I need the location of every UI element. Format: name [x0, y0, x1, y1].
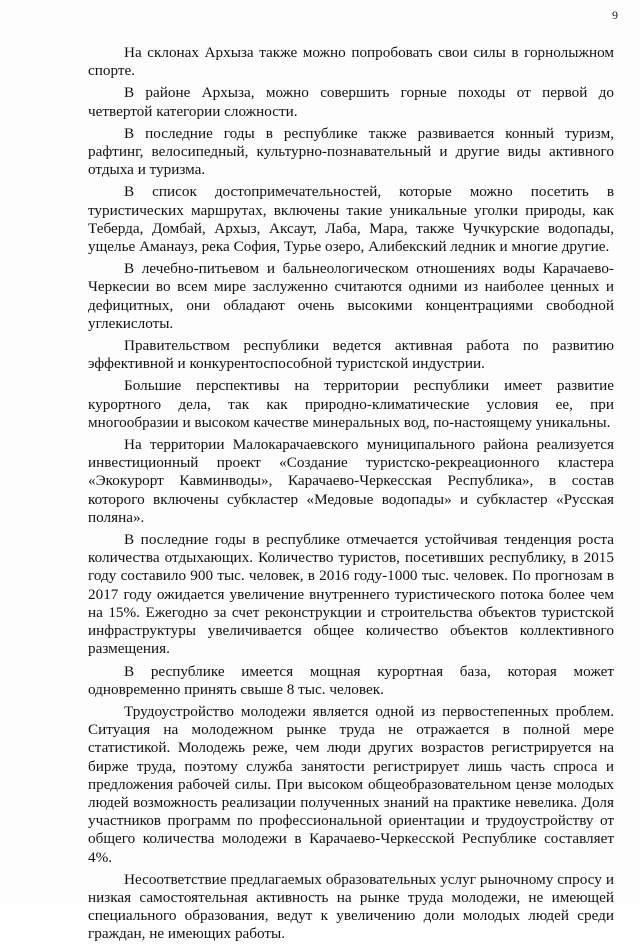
page-number: 9: [612, 8, 618, 22]
paragraph: Большие перспективы на территории республики имеет развитие курортного дела, так как природно-климатические условия ее, при многообразии и высоком качестве минеральных вод, по-настоящему уникальны.: [88, 377, 614, 431]
paragraph: В последние годы в республике также развивается конный туризм, рафтинг, велосипедный, культурно-познавательный и другие виды активного отдыха и туризма.: [88, 124, 614, 179]
paragraph: На территории Малокарачаевского муниципального района реализуется инвестиционный проект «Создание туристско-рекреационного кластера «Экокурорт Кавминводы», Карачаево-Черкесская Республика», в состав которого включены субкластер «Медовые водопады» и субкластер «Русская поляна».: [88, 436, 614, 526]
paragraph: Трудоустройство молодежи является одной из первостепенных проблем. Ситуация на молодежном рынке труда не отражается в полной мере статистикой. Молодежь реже, чем люди других возрастов регистрируется на бирже труда, поэтому служба занятости регистрирует лишь часть спроса и предложения рабочей силы. При высоком общеобразовательном цензе молодых людей возможность реализации полученных знаний на практике невелика. Доля участников программ по профессиональной ориентации и трудоустройству от общего количества молодежи в Карачаево-Черкесской Республике составляет 4%.: [88, 702, 614, 866]
paragraph: Несоответствие предлагаемых образовательных услуг рыночному спросу и низкая самостоятельная активность на рынке труда молодежи, не имеющей специального образования, ведут к увеличению доли молодых людей среди граждан, не имеющих работы.: [88, 870, 614, 943]
paragraph: В республике имеется мощная курортная база, которая может одновременно принять свыше 8 тыс. человек.: [88, 662, 614, 698]
paragraph: На склонах Архыза также можно попробовать свои силы в горнолыжном спорте.: [88, 44, 614, 80]
document-body: [88, 44, 614, 948]
paragraph: Правительством республики ведется активная работа по развитию эффективной и конкурентоспособной туристской индустрии.: [88, 337, 614, 373]
paragraph: В список достопримечательностей, которые можно посетить в туристических маршрутах, включены такие уникальные уголки природы, как Теберда, Домбай, Архыз, Аксаут, Лаба, Мара, также Чучкурские водопады, ущелье Аманауз, река София, Турье озеро, Алибекский ледник и многие другие.: [88, 183, 614, 256]
paragraph: В последние годы в республике отмечается устойчивая тенденция роста количества отдыхающих. Количество туристов, посетивших республику, в 2015 году составило 900 тыс. человек, в 2016 году-1000 тыс. человек. По прогнозам в 2017 году ожидается увеличение внутреннего туристического потока более чем на 15%. Ежегодно за счет реконструкции и строительства объектов туристской инфраструктуры увеличивается общее количество объектов коллективного размещения.: [88, 531, 614, 658]
paragraph: В районе Архыза, можно совершить горные походы от первой до четвертой категории сложности.: [88, 84, 614, 120]
paragraph: В лечебно-питьевом и бальнеологическом отношениях воды Карачаево-Черкесии во всем мире заслуженно считаются одними из наиболее ценных и дефицитных, они обладают очень высокими концентрациями свободной углекислоты.: [88, 260, 614, 332]
